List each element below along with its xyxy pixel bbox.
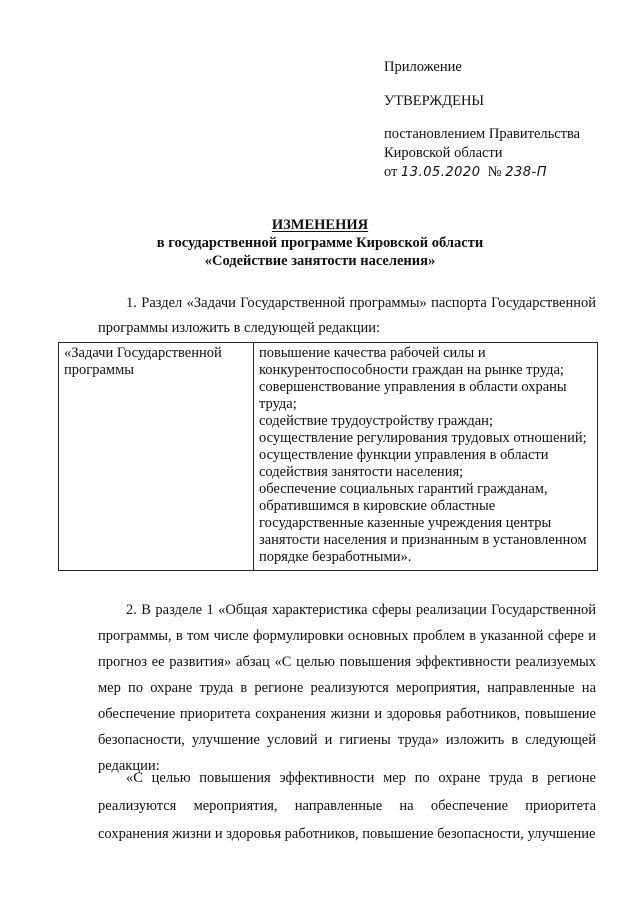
task-item: повышение качества рабочей силы и конкурентоспособности граждан на рынке труда; (259, 345, 564, 378)
paragraph-3: «С целью повышения эффективности мер по охране труда в регионе реализуются мероприятия, направленные на обеспечение приоритета сохранения жизни и здоровья работников, повышение безопасности, улучшение (98, 770, 596, 842)
decree-number: 238-П (505, 165, 547, 180)
number-prefix: № (487, 164, 502, 180)
decree-date-line (384, 163, 580, 182)
task-item: совершенствование управления в области охраны труда; (259, 379, 567, 412)
approval-block (384, 58, 580, 182)
task-item: содействие трудоустройству граждан; (259, 413, 493, 429)
table-row (59, 343, 598, 571)
task-item: осуществление регулирования трудовых отношений; (259, 430, 587, 446)
title-line-2: в государственной программе Кировской области (156, 235, 484, 251)
table-right-cell (254, 343, 598, 571)
title-line-3: «Содействие занятости населения» (204, 253, 436, 269)
paragraph-1: 1. Раздел «Задачи Государственной программы» паспорта Государственной программы изложить в следующей редакции: (98, 295, 596, 336)
task-item: обеспечение социальных гарантий гражданам, обратившимся в кировские областные государственные казенные учреждения центры занятости населения и признанным в установленном порядке безработными». (259, 481, 587, 565)
document-title (0, 216, 640, 270)
decree-date: 13.05.2020 (401, 165, 481, 180)
appendix-label: Приложение (384, 59, 462, 75)
decree-line-2: Кировской области (384, 145, 503, 161)
title-line-1: ИЗМЕНЕНИЯ (271, 217, 369, 233)
paragraph-2: 2. В разделе 1 «Общая характеристика сферы реализации Государственной программы, в том числе формулировки основных проблем в указанной сфере и прогноз ее развития» абзац «С целью повышения эффективности реализуемых мер по охране труда в регионе реализуются мероприятия, направленные на обеспечение приоритета сохранения жизни и здоровья работников, повышение безопасности, улучшение условий и гигиены труда» изложить в следующей редакции: (98, 602, 596, 774)
decree-line-1: постановлением Правительства (384, 126, 581, 142)
task-item: осуществление функции управления в области содействия занятости населения; (259, 447, 549, 480)
date-prefix: от (384, 164, 398, 180)
approved-label: УТВЕРЖДЕНЫ (384, 93, 485, 109)
tasks-table (58, 342, 598, 571)
table-left-cell: «Задачи Государственной программы (59, 343, 254, 571)
